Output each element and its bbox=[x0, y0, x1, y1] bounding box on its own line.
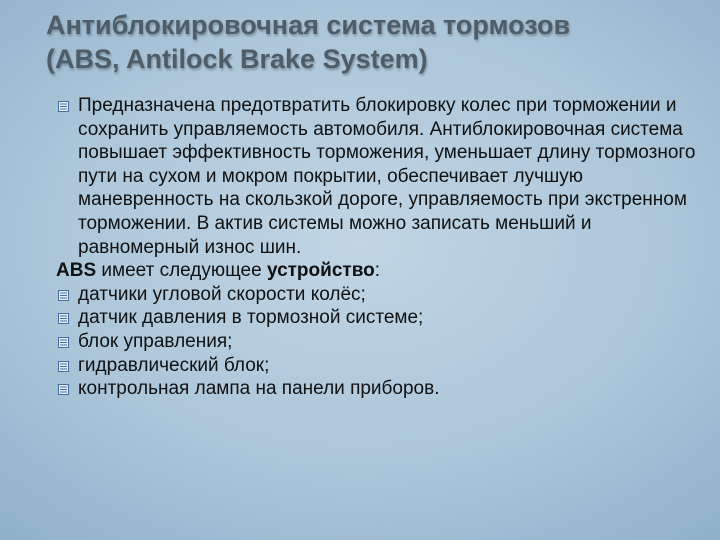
abs-label: ABS bbox=[56, 260, 97, 282]
intro-paragraph bbox=[58, 94, 698, 259]
title-line-2: (ABS, Antilock Brake System) bbox=[46, 44, 428, 74]
square-bullet-icon bbox=[58, 361, 69, 372]
list-item-text: датчик давления в тормозной системе; bbox=[78, 307, 424, 329]
square-bullet-icon bbox=[58, 101, 69, 112]
list-item bbox=[58, 354, 698, 378]
list-item-text: датчики угловой скорости колёс; bbox=[78, 283, 366, 305]
square-bullet-icon bbox=[58, 313, 69, 324]
list-item-text: блок управления; bbox=[78, 330, 233, 352]
list-item bbox=[58, 306, 698, 330]
device-mid-text: имеет следующее bbox=[96, 260, 267, 282]
device-word: устройство bbox=[266, 260, 375, 282]
list-item-text: контрольная лампа на панели приборов. bbox=[78, 378, 440, 400]
slide-body bbox=[58, 94, 698, 401]
intro-text: Предназначена предотвратить блокировку колес при торможении и сохранить управляемость автомобиля. Антиблокировочная система повышает эффективность торможения, уменьшает длину тормозного пути на сухом и мокром покрытии, обеспечивает лучшую маневренность на скользкой дороге, управляемость при экстренном торможении. В актив системы можно записать меньший и равномерный износ шин. bbox=[78, 95, 696, 258]
square-bullet-icon bbox=[58, 384, 69, 395]
device-colon: : bbox=[374, 260, 381, 282]
list-item-text: гидравлический блок; bbox=[78, 354, 270, 376]
device-list bbox=[58, 283, 698, 401]
list-item bbox=[58, 377, 698, 401]
device-heading bbox=[56, 259, 696, 283]
square-bullet-icon bbox=[58, 337, 69, 348]
slide-title bbox=[46, 8, 706, 76]
list-item bbox=[58, 283, 698, 307]
square-bullet-icon bbox=[58, 290, 69, 301]
list-item bbox=[58, 330, 698, 354]
title-line-1: Антиблокировочная система тормозов bbox=[46, 10, 571, 40]
